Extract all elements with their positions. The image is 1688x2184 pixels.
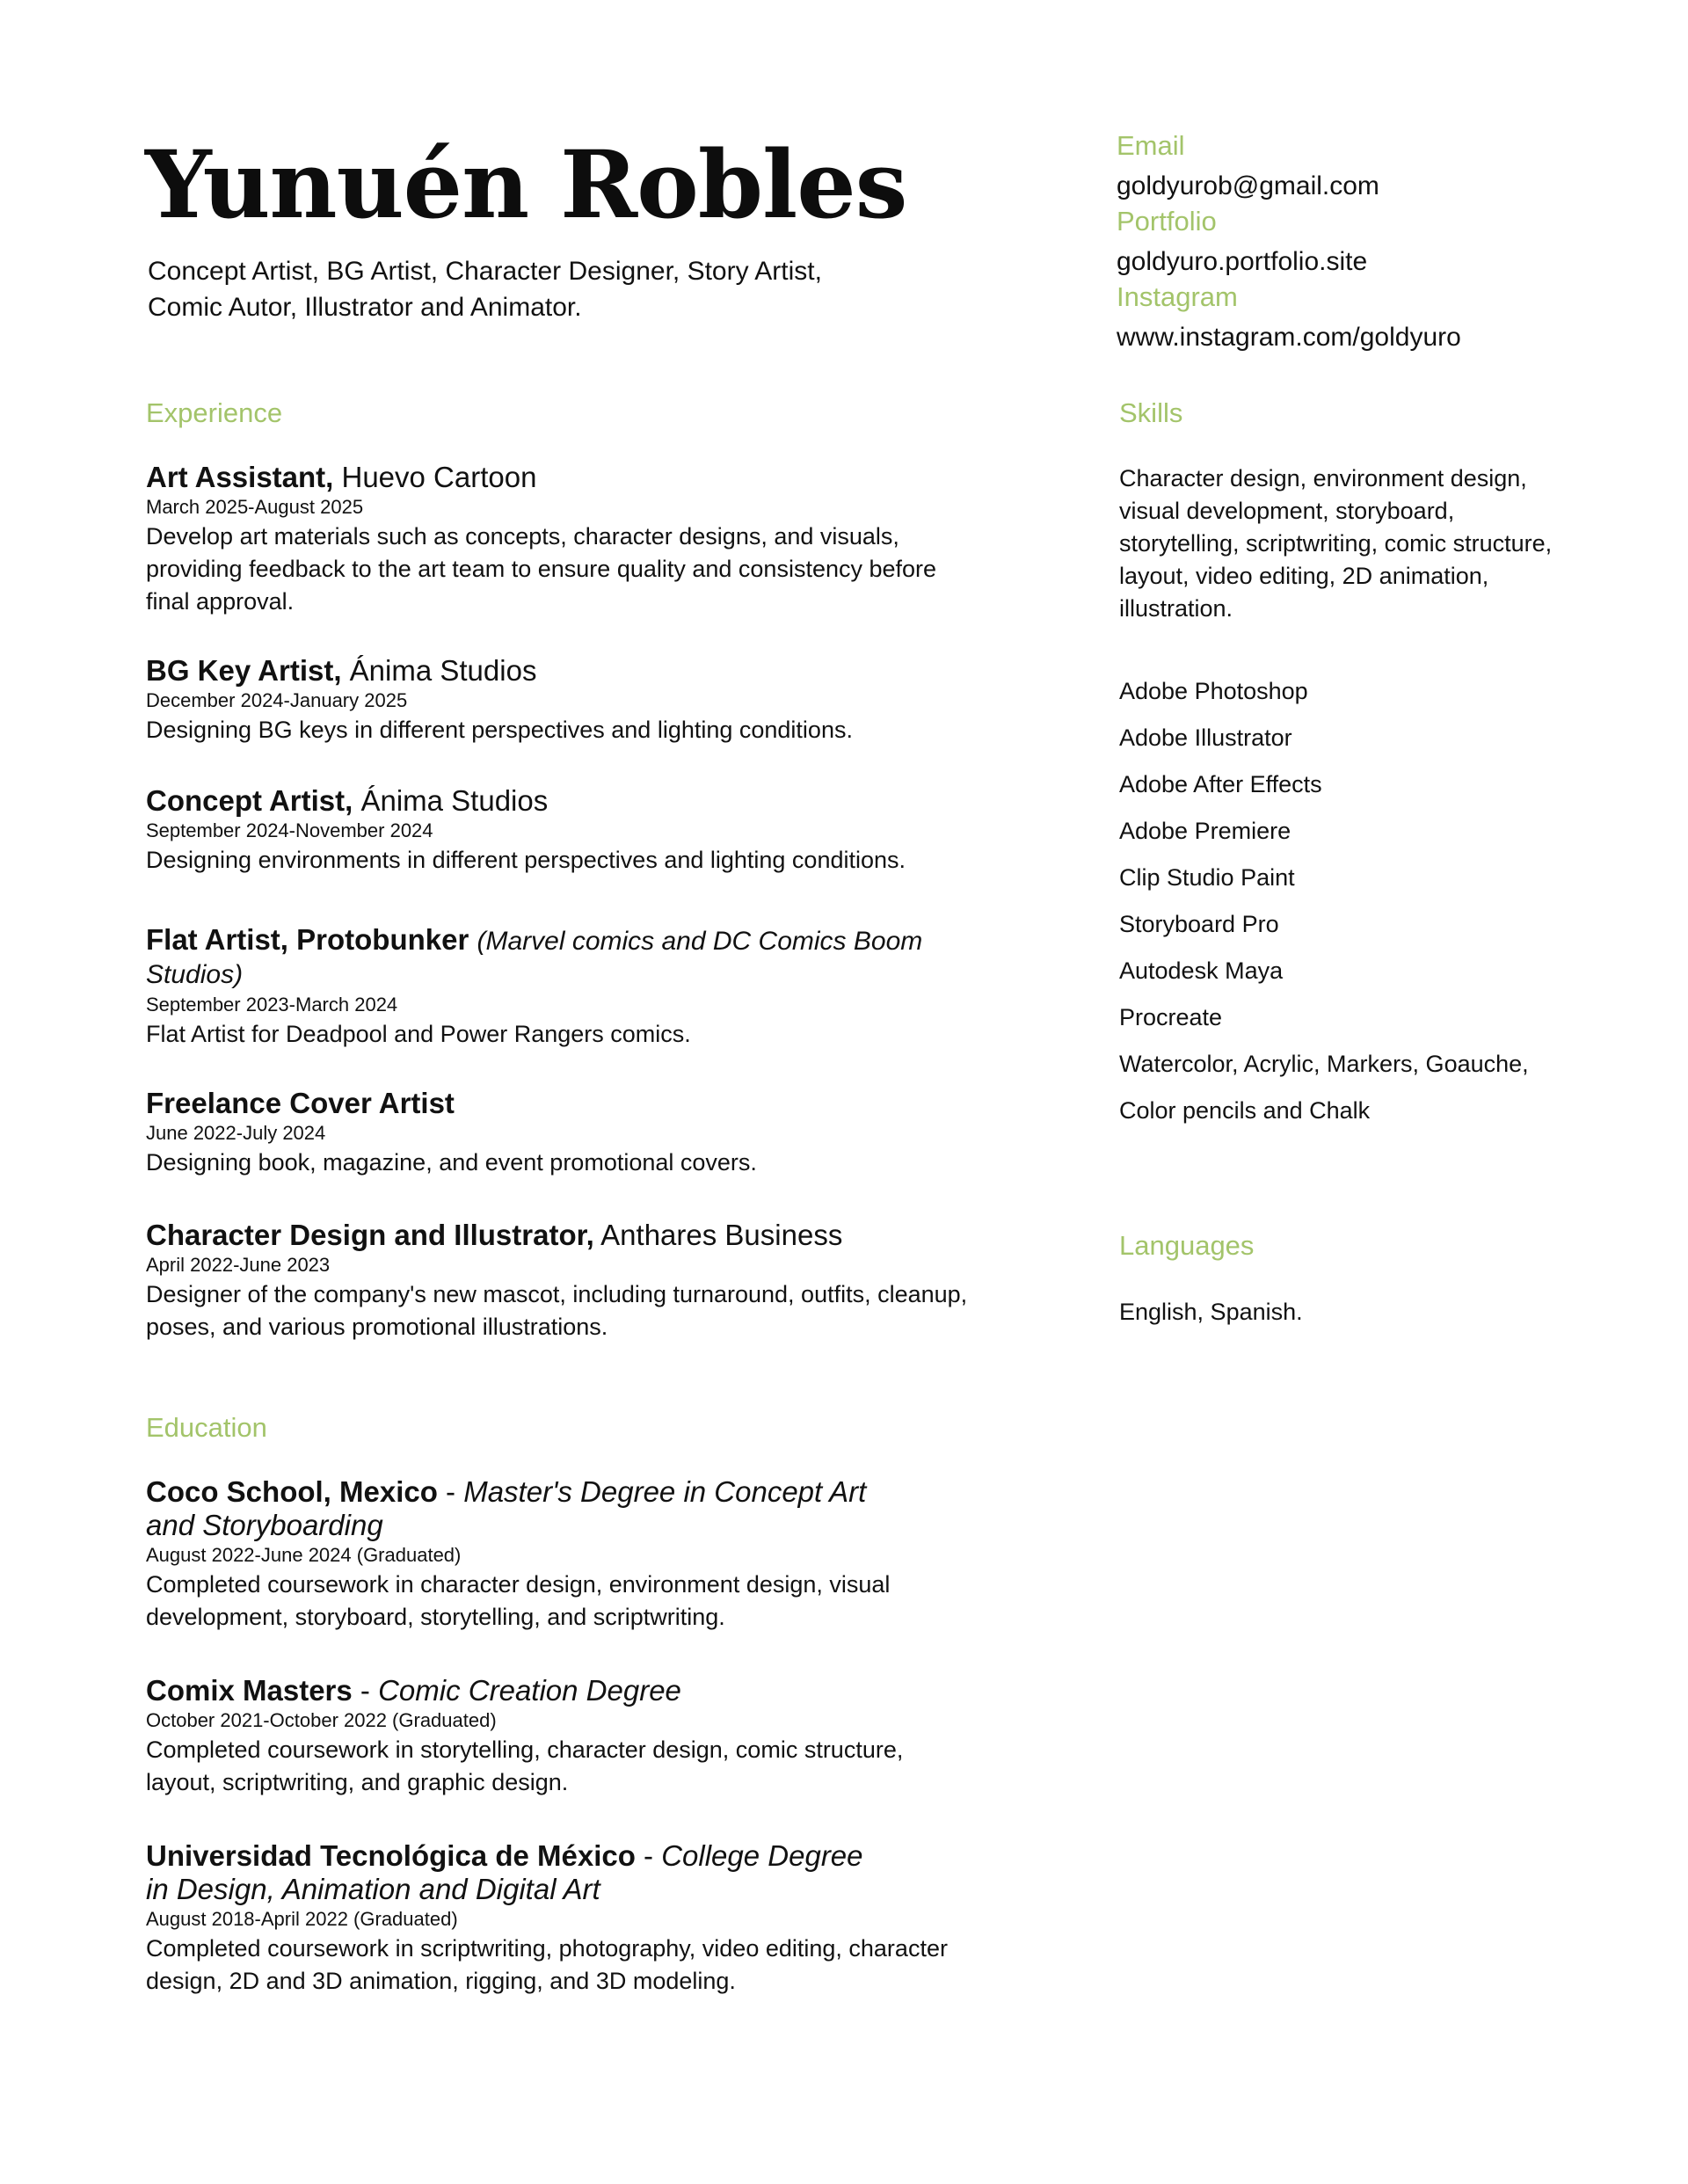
job-title — [146, 784, 1008, 818]
job-dates: September 2023-March 2024 — [146, 994, 398, 1016]
job-dates: December 2024-January 2025 — [146, 689, 408, 711]
education-title-cont — [146, 1873, 1008, 1906]
job-role: Art Assistant, — [146, 461, 334, 493]
desc-line: providing feedback to the art team to ensure quality and consistency before — [146, 556, 937, 582]
tagline-line: Concept Artist, BG Artist, Character Designer, Story Artist, — [148, 257, 822, 286]
job-description — [146, 714, 1008, 746]
skills-line: Character design, environment design, — [1119, 465, 1527, 491]
education-dates: August 2022-June 2024 (Graduated) — [146, 1544, 462, 1566]
job-title-cont — [146, 958, 1008, 992]
contact-section — [1117, 128, 1644, 355]
job-title — [146, 1219, 1008, 1252]
education-description — [146, 1933, 1008, 1998]
title-separator: - — [352, 1674, 379, 1707]
job-description — [146, 1278, 1008, 1343]
desc-line: layout, scriptwriting, and graphic design. — [146, 1769, 569, 1795]
job-title — [146, 461, 1008, 494]
instagram-link[interactable]: www.instagram.com/goldyuro — [1117, 323, 1461, 352]
tools-list — [1119, 668, 1664, 1134]
desc-line: Designing environments in different perspectives and lighting conditions. — [146, 847, 906, 873]
degree-name: and Storyboarding — [146, 1509, 383, 1541]
job-title — [146, 654, 1008, 688]
job-company: Ánima Studios — [360, 784, 549, 817]
education-item — [146, 1475, 1008, 1634]
job-dates: June 2022-July 2024 — [146, 1122, 326, 1144]
languages-value: English, Spanish. — [1119, 1299, 1303, 1325]
job-note: Studios) — [146, 960, 244, 989]
job-dates: April 2022-June 2023 — [146, 1254, 331, 1276]
desc-line: Flat Artist for Deadpool and Power Rangers comics. — [146, 1021, 691, 1047]
experience-item — [146, 923, 1008, 1051]
tool-item: Adobe Illustrator — [1119, 724, 1292, 751]
education-description — [146, 1734, 1008, 1799]
job-dates: September 2024-November 2024 — [146, 819, 433, 841]
job-role: Flat Artist, Protobunker — [146, 923, 469, 956]
job-role: Concept Artist, — [146, 784, 353, 817]
tool-item: Procreate — [1119, 1004, 1223, 1030]
desc-line: poses, and various promotional illustrations. — [146, 1314, 608, 1340]
candidate-name: Yunuén Robles — [145, 129, 907, 239]
experience-item — [146, 654, 1008, 746]
school-name: Universidad Tecnológica de México — [146, 1839, 636, 1872]
experience-item — [146, 784, 1008, 877]
desc-line: Designing BG keys in different perspectives and lighting conditions. — [146, 717, 853, 743]
skills-heading: Skills — [1119, 397, 1183, 428]
job-description — [146, 521, 1008, 618]
tool-item: Adobe Premiere — [1119, 818, 1291, 844]
education-description — [146, 1569, 1008, 1634]
job-description — [146, 1018, 1008, 1051]
job-description — [146, 1147, 1008, 1179]
job-company: Anthares Business — [600, 1219, 843, 1251]
education-dates: October 2021-October 2022 (Graduated) — [146, 1709, 497, 1731]
tool-item: Adobe Photoshop — [1119, 678, 1308, 704]
experience-heading: Experience — [146, 397, 283, 428]
tagline — [148, 253, 869, 325]
skills-summary — [1119, 462, 1664, 625]
desc-line: final approval. — [146, 588, 295, 615]
tool-item: Watercolor, Acrylic, Markers, Goauche, — [1119, 1051, 1529, 1077]
education-title — [146, 1839, 1008, 1873]
degree-name: College Degree — [661, 1839, 863, 1872]
experience-item — [146, 461, 1008, 618]
tool-item: Clip Studio Paint — [1119, 864, 1295, 891]
job-title — [146, 1087, 1008, 1120]
desc-line: development, storyboard, storytelling, and scriptwriting. — [146, 1604, 725, 1630]
skills-line: illustration. — [1119, 595, 1233, 622]
skills-line: storytelling, scriptwriting, comic structure, — [1119, 530, 1553, 557]
school-name: Coco School, Mexico — [146, 1475, 438, 1508]
job-company: Huevo Cartoon — [341, 461, 537, 493]
tool-item: Autodesk Maya — [1119, 957, 1284, 984]
desc-line: Designer of the company's new mascot, including turnaround, outfits, cleanup, — [146, 1281, 968, 1307]
experience-item — [146, 1219, 1008, 1343]
desc-line: Designing book, magazine, and event promotional covers. — [146, 1149, 757, 1176]
school-name: Comix Masters — [146, 1674, 353, 1707]
languages-heading: Languages — [1119, 1230, 1255, 1261]
tool-item: Color pencils and Chalk — [1119, 1097, 1371, 1124]
job-description — [146, 844, 1008, 877]
title-separator: - — [635, 1839, 662, 1872]
education-title — [146, 1475, 1008, 1509]
education-item — [146, 1839, 1008, 1998]
desc-line: Completed coursework in scriptwriting, photography, video editing, character — [146, 1935, 948, 1962]
degree-name: Comic Creation Degree — [378, 1674, 681, 1707]
skills-line: layout, video editing, 2D animation, — [1119, 563, 1489, 589]
job-company: Ánima Studios — [349, 654, 537, 687]
email-link[interactable]: goldyurob@gmail.com — [1117, 171, 1379, 200]
job-role: Freelance Cover Artist — [146, 1087, 455, 1119]
tagline-line: Comic Autor, Illustrator and Animator. — [148, 293, 582, 322]
education-title — [146, 1674, 1008, 1707]
portfolio-link[interactable]: goldyuro.portfolio.site — [1117, 247, 1368, 276]
education-title-cont — [146, 1509, 1008, 1542]
email-label: Email — [1117, 130, 1185, 161]
desc-line: Completed coursework in storytelling, character design, comic structure, — [146, 1736, 904, 1763]
desc-line: Develop art materials such as concepts, character designs, and visuals, — [146, 523, 899, 550]
job-dates: March 2025-August 2025 — [146, 496, 364, 518]
education-dates: August 2018-April 2022 (Graduated) — [146, 1908, 458, 1930]
degree-name: in Design, Animation and Digital Art — [146, 1873, 600, 1905]
degree-name: Master's Degree in Concept Art — [463, 1475, 867, 1508]
portfolio-label: Portfolio — [1117, 206, 1217, 237]
job-title — [146, 923, 1008, 958]
education-item — [146, 1674, 1008, 1799]
instagram-label: Instagram — [1117, 281, 1238, 312]
job-note: (Marvel comics and DC Comics Boom — [477, 927, 923, 956]
title-separator: - — [437, 1475, 464, 1508]
education-heading: Education — [146, 1412, 267, 1443]
tool-item: Storyboard Pro — [1119, 911, 1279, 937]
skills-line: visual development, storyboard, — [1119, 498, 1455, 524]
job-role: BG Key Artist, — [146, 654, 342, 687]
desc-line: design, 2D and 3D animation, rigging, and 3D modeling. — [146, 1968, 736, 1994]
job-role: Character Design and Illustrator, — [146, 1219, 594, 1251]
experience-item — [146, 1087, 1008, 1179]
tool-item: Adobe After Effects — [1119, 771, 1322, 797]
desc-line: Completed coursework in character design, environment design, visual — [146, 1571, 891, 1598]
